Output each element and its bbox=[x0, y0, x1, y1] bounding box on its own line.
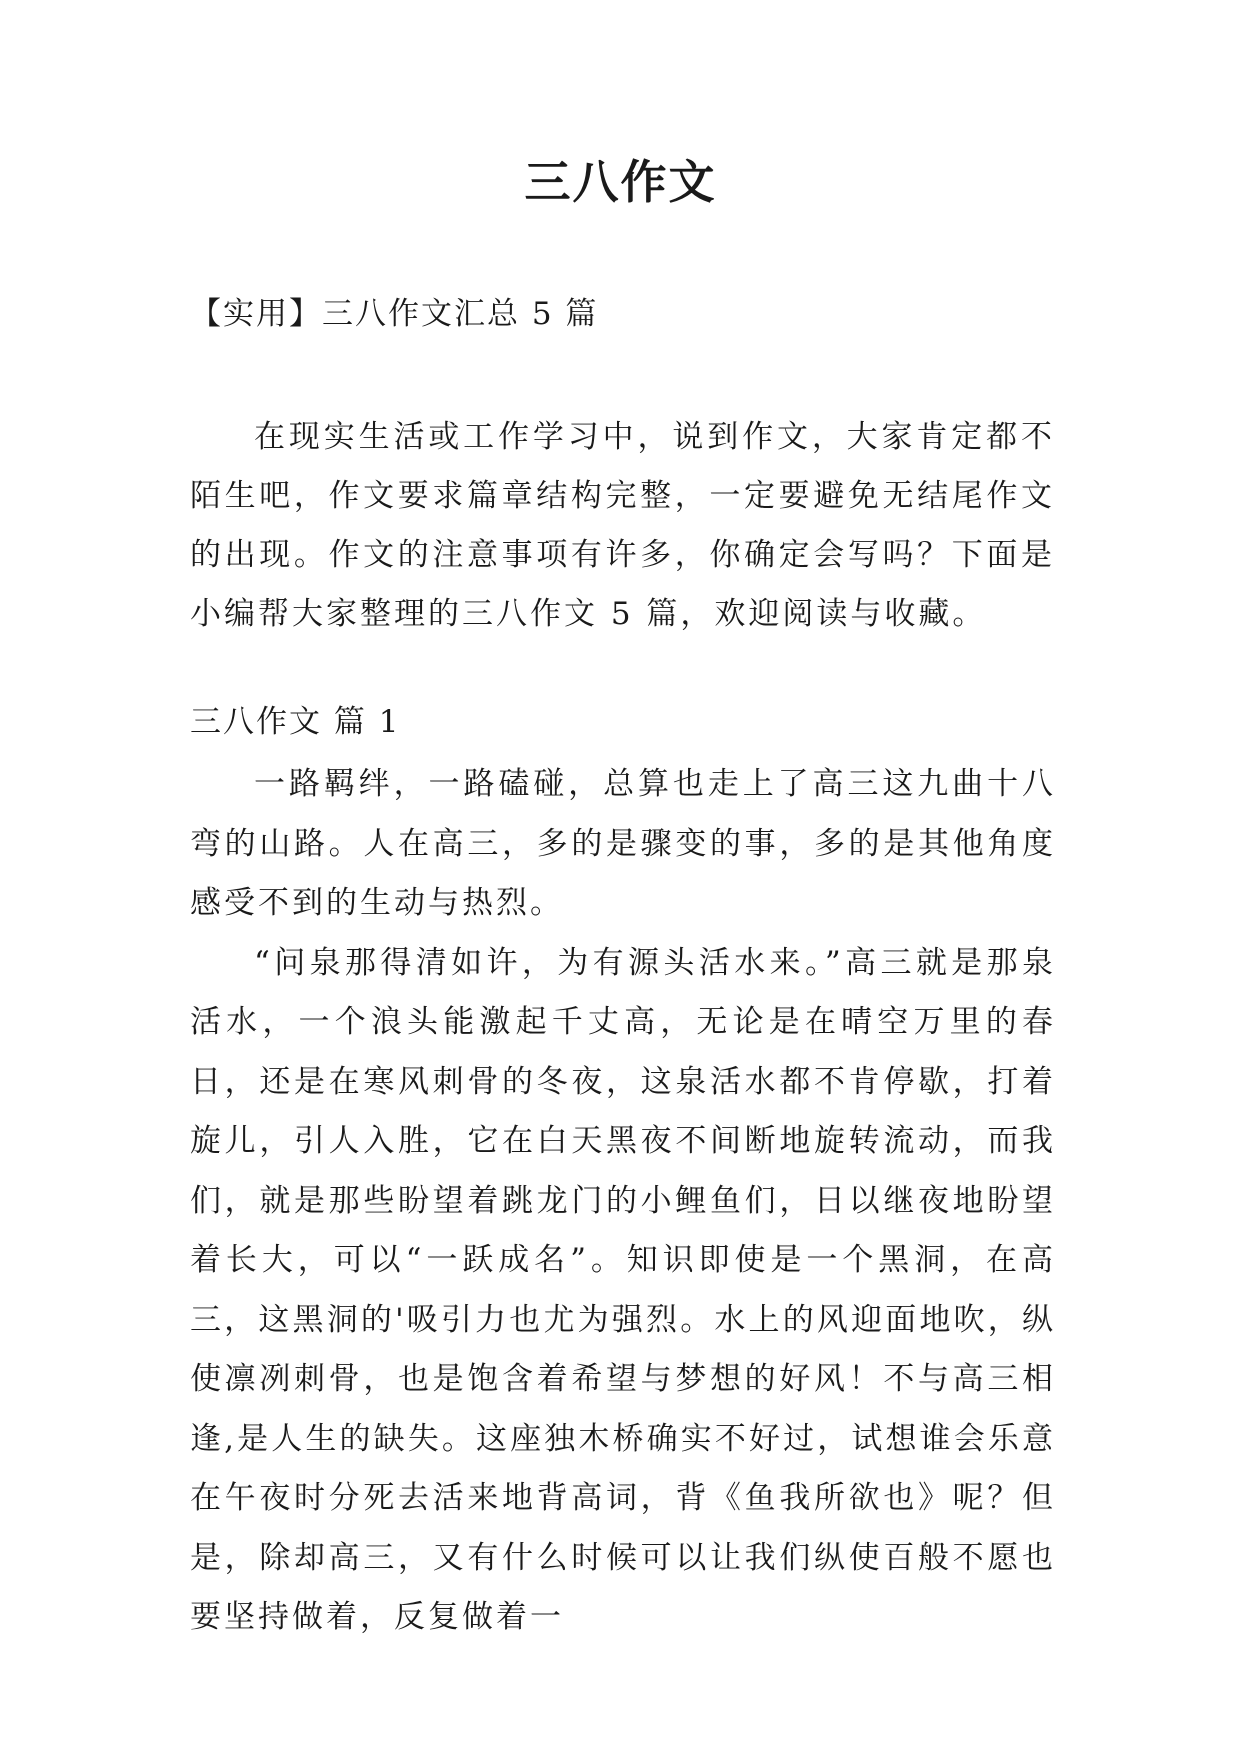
section-body bbox=[190, 755, 1056, 1648]
intro-paragraph: 在现实生活或工作学习中，说到作文，大家肯定都不陌生吧，作文要求篇章结构完整，一定要避免无结尾作文的出现。作文的注意事项有许多，你确定会写吗？下面是小编帮大家整理的三八作文 5 篇，欢迎阅读与收藏。 bbox=[190, 419, 1055, 632]
body-paragraph: “问泉那得清如许，为有源头活水来。”高三就是那泉活水，一个浪头能激起千丈高，无论是在晴空万里的春日，还是在寒风刺骨的冬夜，这泉活水都不肯停歇，打着旋儿，引人入胜，它在白天黑夜不间断地旋转流动，而我们，就是那些盼望着跳龙门的小鲤鱼们，日以继夜地盼望着长大，可以“一跃成名”。知识即使是一个黑洞，在高三，这黑洞的'吸引力也尤为强烈。水上的风迎面地吹，纵使凛冽刺骨，也是饱含着希望与梦想的好风！不与高三相逢,是人生的缺失。这座独木桥确实不好过，试想谁会乐意在午夜时分死去活来地背高词，背《鱼我所欲也》呢？但是，除却高三，又有什么时候可以让我们纵使百般不愿也要坚持做着，反复做着一 bbox=[190, 944, 1056, 1635]
document-subtitle: 【实用】三八作文汇总 5 篇 bbox=[190, 296, 599, 332]
section-heading: 三八作文 篇 1 bbox=[190, 704, 401, 740]
document-title: 三八作文 bbox=[524, 155, 717, 209]
body-paragraph: 一路羁绊，一路磕碰，总算也走上了高三这九曲十八弯的山路。人在高三，多的是骤变的事，多的是其他角度感受不到的生动与热烈。 bbox=[190, 766, 1056, 921]
